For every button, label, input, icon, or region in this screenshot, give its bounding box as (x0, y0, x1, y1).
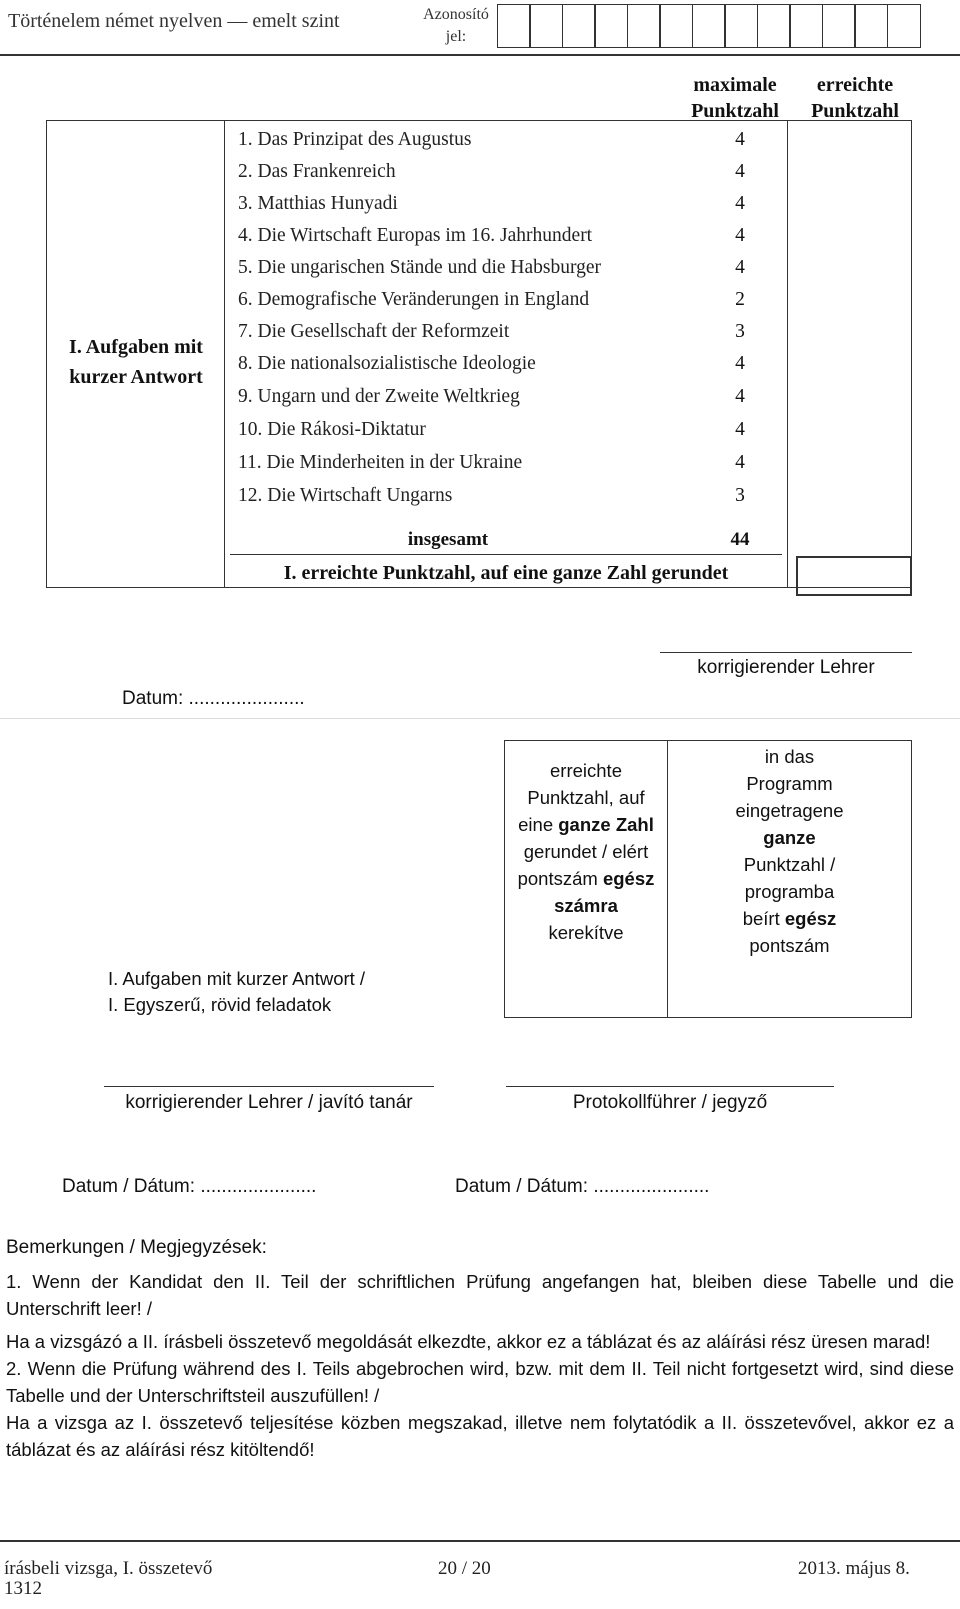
signature-label: korrigierender Lehrer (697, 657, 875, 678)
id-box[interactable] (789, 4, 823, 48)
summary-table (108, 740, 912, 1018)
header-text-bold: számra (554, 895, 618, 916)
teacher-date-field[interactable]: Datum / Dátum: ...................... (62, 1176, 317, 1197)
header-line: kerekítve (548, 922, 624, 943)
id-box[interactable] (692, 4, 726, 48)
header-text: eine (518, 814, 559, 835)
header-line: in das (764, 746, 815, 767)
header-line (668, 905, 911, 932)
task-name: 10. Die Rákosi-Diktatur (238, 419, 426, 440)
header-line: Punktzahl / (743, 854, 836, 875)
header-text-bold: ganze Zahl (558, 814, 654, 835)
summary-row-label-line: I. Aufgaben mit kurzer Antwort / (108, 967, 366, 989)
task-name: 6. Demografische Veränderungen in England (238, 289, 590, 310)
task-max-points: 3 (735, 485, 745, 506)
rounded-points-header (505, 741, 668, 1018)
task-name: 2. Das Frankenreich (238, 161, 396, 182)
id-box[interactable] (497, 4, 531, 48)
header-line (505, 892, 667, 919)
footer-rule (0, 1540, 960, 1542)
document-header-title: Történelem német nyelven — emelt szint (8, 10, 340, 32)
summary-row-label (108, 741, 505, 1018)
column-header-max: maximale Punktzahl (691, 74, 779, 122)
task-max-points: 4 (735, 225, 745, 246)
table-divider (224, 120, 225, 588)
rounded-score-box[interactable] (796, 556, 912, 596)
header-line: pontszám (749, 935, 830, 956)
remarks-title: Bemerkungen / Megjegyzések: (6, 1237, 267, 1258)
task-max-points: 4 (735, 419, 745, 440)
task-name: 8. Die nationalsozialistische Ideologie (238, 353, 536, 374)
remark-paragraph: 2. Wenn die Prüfung während des I. Teils abgebrochen wird, bzw. mit dem II. Teil nicht fortgesetzt wird, sind diese Tabelle und der Unterschriftsteil auszufüllen! / (6, 1358, 954, 1406)
header-text-bold: egész (602, 868, 655, 889)
date-field[interactable]: Datum: ...................... (122, 688, 305, 709)
task-max-points: 3 (735, 321, 745, 342)
remark-paragraph: Ha a vizsga az I. összetevő teljesítése közben megszakad, illetve nem folytatódik a II. összetevővel, akkor ez a táblázat és az aláírási rész kitöltendő! (6, 1412, 954, 1460)
recorder-signature-label: Protokollführer / jegyző (572, 1092, 768, 1113)
header-line: programba (744, 881, 835, 902)
task-name: 3. Matthias Hunyadi (238, 193, 398, 214)
id-label: Azonosító jel: (423, 6, 489, 45)
task-max-points: 4 (735, 386, 745, 407)
header-line: eingetragene (735, 800, 844, 821)
id-boxes (498, 4, 921, 48)
summary-row-label-line: I. Egyszerű, rövid feladatok (108, 993, 332, 1015)
task-name: 5. Die ungarischen Stände und die Habsburger (238, 257, 602, 278)
id-box[interactable] (757, 4, 791, 48)
teacher-signature-label: korrigierender Lehrer / javító tanár (125, 1092, 413, 1113)
header-line: Programm (746, 773, 833, 794)
task-max-points: 4 (735, 161, 745, 182)
signature-line (660, 652, 912, 653)
id-box[interactable] (529, 4, 563, 48)
header-line (668, 824, 911, 851)
task-max-points: 2 (735, 289, 745, 310)
reached-points-cell[interactable] (788, 120, 912, 588)
id-box[interactable] (854, 4, 888, 48)
id-box[interactable] (822, 4, 856, 48)
page-number: 20 / 20 (438, 1558, 491, 1579)
task-name: 12. Die Wirtschaft Ungarns (238, 485, 453, 506)
header-line (505, 811, 667, 838)
task-name: 7. Die Gesellschaft der Reformzeit (238, 321, 510, 342)
recorder-signature-line (506, 1086, 834, 1087)
task-max-points: 4 (735, 452, 745, 473)
header-line: gerundet / elért (523, 841, 649, 862)
total-rule (230, 554, 782, 555)
remark-paragraph: Ha a vizsgázó a II. írásbeli összetevő megoldását elkezdte, akkor ez a táblázat és az aláírási rész üresen marad! (6, 1331, 931, 1352)
id-box[interactable] (594, 4, 628, 48)
task-name: 4. Die Wirtschaft Europas im 16. Jahrhundert (238, 225, 593, 246)
teacher-signature-line (104, 1086, 434, 1087)
task-max-points: 4 (735, 257, 745, 278)
header-line: Punktzahl, auf (527, 787, 645, 808)
task-name: 9. Ungarn und der Zweite Weltkrieg (238, 386, 520, 407)
header-rule (0, 54, 960, 56)
task-name: 1. Das Prinzipat des Augustus (238, 129, 472, 150)
footer-exam-label: írásbeli vizsga, I. összetevő (4, 1558, 213, 1579)
header-text-bold: ganze (763, 827, 816, 848)
id-box[interactable] (724, 4, 758, 48)
id-box[interactable] (627, 4, 661, 48)
header-line (505, 865, 667, 892)
id-box[interactable] (887, 4, 921, 48)
task-max-points: 4 (735, 193, 745, 214)
id-box[interactable] (562, 4, 596, 48)
column-header-reached: erreichte Punktzahl (811, 74, 899, 122)
task-max-points: 4 (735, 129, 745, 150)
header-line: erreichte (550, 760, 622, 781)
remarks-body (6, 1268, 954, 1463)
recorder-date-field[interactable]: Datum / Dátum: ...................... (455, 1176, 710, 1197)
footer-date: 2013. május 8. (798, 1558, 910, 1579)
total-value: 44 (730, 529, 750, 550)
header-text: pontszám (517, 868, 603, 889)
total-label: insgesamt (407, 529, 489, 550)
footer-code: 1312 (4, 1578, 42, 1599)
task-max-points: 4 (735, 353, 745, 374)
rounded-score-label: I. erreichte Punktzahl, auf eine ganze Zahl gerundet (283, 562, 729, 584)
remark-paragraph: 1. Wenn der Kandidat den II. Teil der schriftlichen Prüfung angefangen hat, bleiben diese Tabelle und die Unterschrift leer! / (6, 1271, 954, 1319)
section-label: I. Aufgaben mit kurzer Antwort (69, 336, 203, 388)
program-points-header (668, 741, 912, 1018)
header-text-bold: egész (784, 908, 837, 929)
section-divider (0, 718, 960, 719)
header-text: beírt (742, 908, 785, 929)
id-box[interactable] (659, 4, 693, 48)
task-name: 11. Die Minderheiten in der Ukraine (238, 452, 523, 473)
